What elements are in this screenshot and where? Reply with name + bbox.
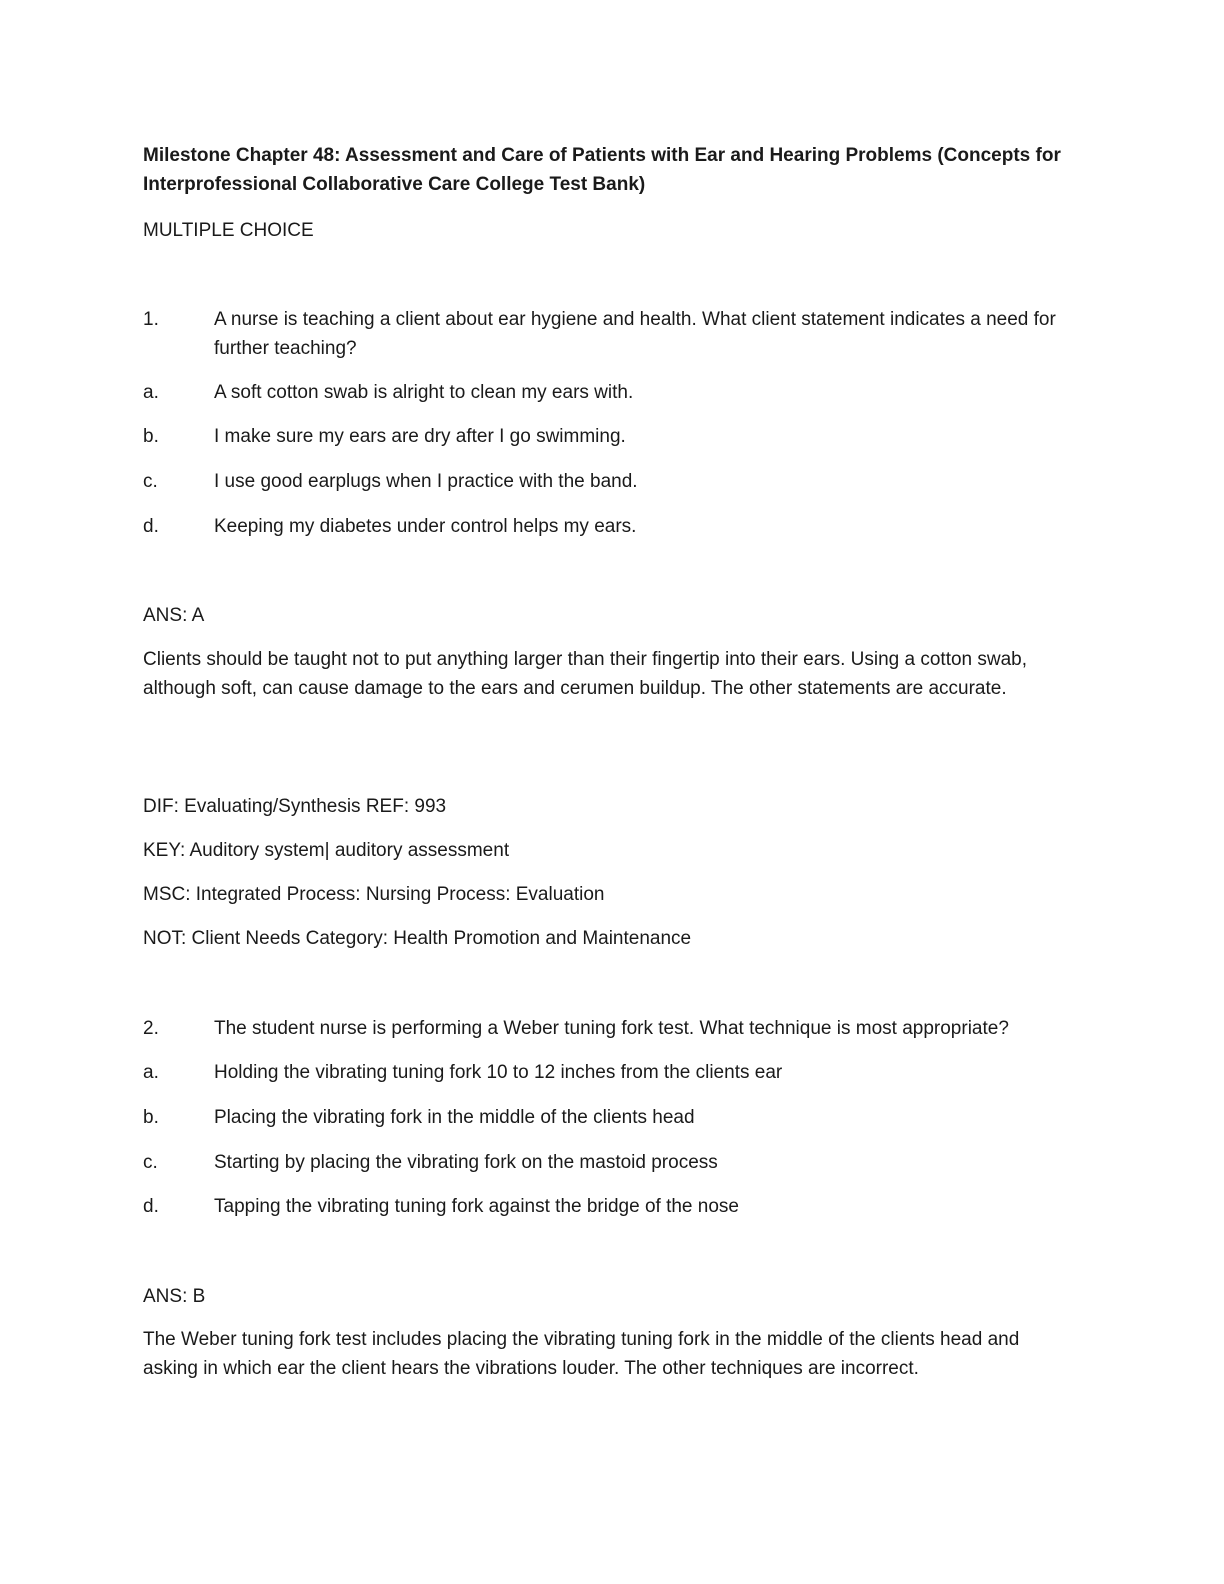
option-letter: c.	[143, 1152, 158, 1173]
question-2	[143, 1014, 1153, 1043]
option-text: I make sure my ears are dry after I go swimming.	[214, 426, 626, 447]
question-stem: A nurse is teaching a client about ear hygiene and health. What client statement indicates a need for further teaching?	[214, 309, 1056, 359]
question-number: 1.	[143, 309, 159, 330]
msc-line: MSC: Integrated Process: Nursing Process: Evaluation	[143, 884, 605, 905]
option-b	[143, 1103, 1073, 1132]
document-page	[143, 0, 1073, 1584]
question-stem: The student nurse is performing a Weber tuning fork test. What technique is most appropriate?	[214, 1018, 1009, 1039]
key-line: KEY: Auditory system| auditory assessment	[143, 840, 510, 861]
option-text: Holding the vibrating tuning fork 10 to 12 inches from the clients ear	[214, 1062, 783, 1083]
answer-2: ANS: B	[143, 1286, 206, 1307]
option-d	[143, 512, 1073, 541]
option-letter: a.	[143, 1062, 159, 1083]
not-line: NOT: Client Needs Category: Health Promotion and Maintenance	[143, 928, 692, 949]
option-c	[143, 467, 1073, 496]
option-text: Placing the vibrating fork in the middle of the clients head	[214, 1107, 695, 1128]
document-title: Milestone Chapter 48: Assessment and Care of Patients with Ear and Hearing Problems (Concepts for Interprofessional Collaborative Care College Test Bank)	[143, 145, 1061, 195]
section-heading: MULTIPLE CHOICE	[143, 220, 314, 241]
question-number: 2.	[143, 1018, 159, 1039]
option-text: Starting by placing the vibrating fork on the mastoid process	[214, 1152, 718, 1173]
option-letter: d.	[143, 516, 159, 537]
option-letter: c.	[143, 471, 158, 492]
option-text: Tapping the vibrating tuning fork against the bridge of the nose	[214, 1196, 739, 1217]
rationale-1: Clients should be taught not to put anything larger than their fingertip into their ears. Using a cotton swab, although soft, can cause damage to the ears and cerumen buildup. The other statements are accurate.	[143, 649, 1028, 699]
option-letter: d.	[143, 1196, 159, 1217]
option-a	[143, 1058, 1073, 1087]
option-letter: b.	[143, 426, 159, 447]
option-letter: b.	[143, 1107, 159, 1128]
rationale-2: The Weber tuning fork test includes placing the vibrating tuning fork in the middle of the clients head and asking in which ear the client hears the vibrations louder. The other techniques are incorrect.	[143, 1329, 1020, 1379]
answer-1: ANS: A	[143, 605, 205, 626]
option-text: I use good earplugs when I practice with the band.	[214, 471, 638, 492]
option-d	[143, 1192, 1073, 1221]
option-text: A soft cotton swab is alright to clean my ears with.	[214, 382, 634, 403]
option-c	[143, 1148, 1073, 1177]
option-b	[143, 422, 1073, 451]
option-a	[143, 378, 1073, 407]
question-1	[143, 305, 1073, 363]
option-text: Keeping my diabetes under control helps my ears.	[214, 516, 637, 537]
dif-ref: DIF: Evaluating/Synthesis REF: 993	[143, 796, 447, 817]
option-letter: a.	[143, 382, 159, 403]
